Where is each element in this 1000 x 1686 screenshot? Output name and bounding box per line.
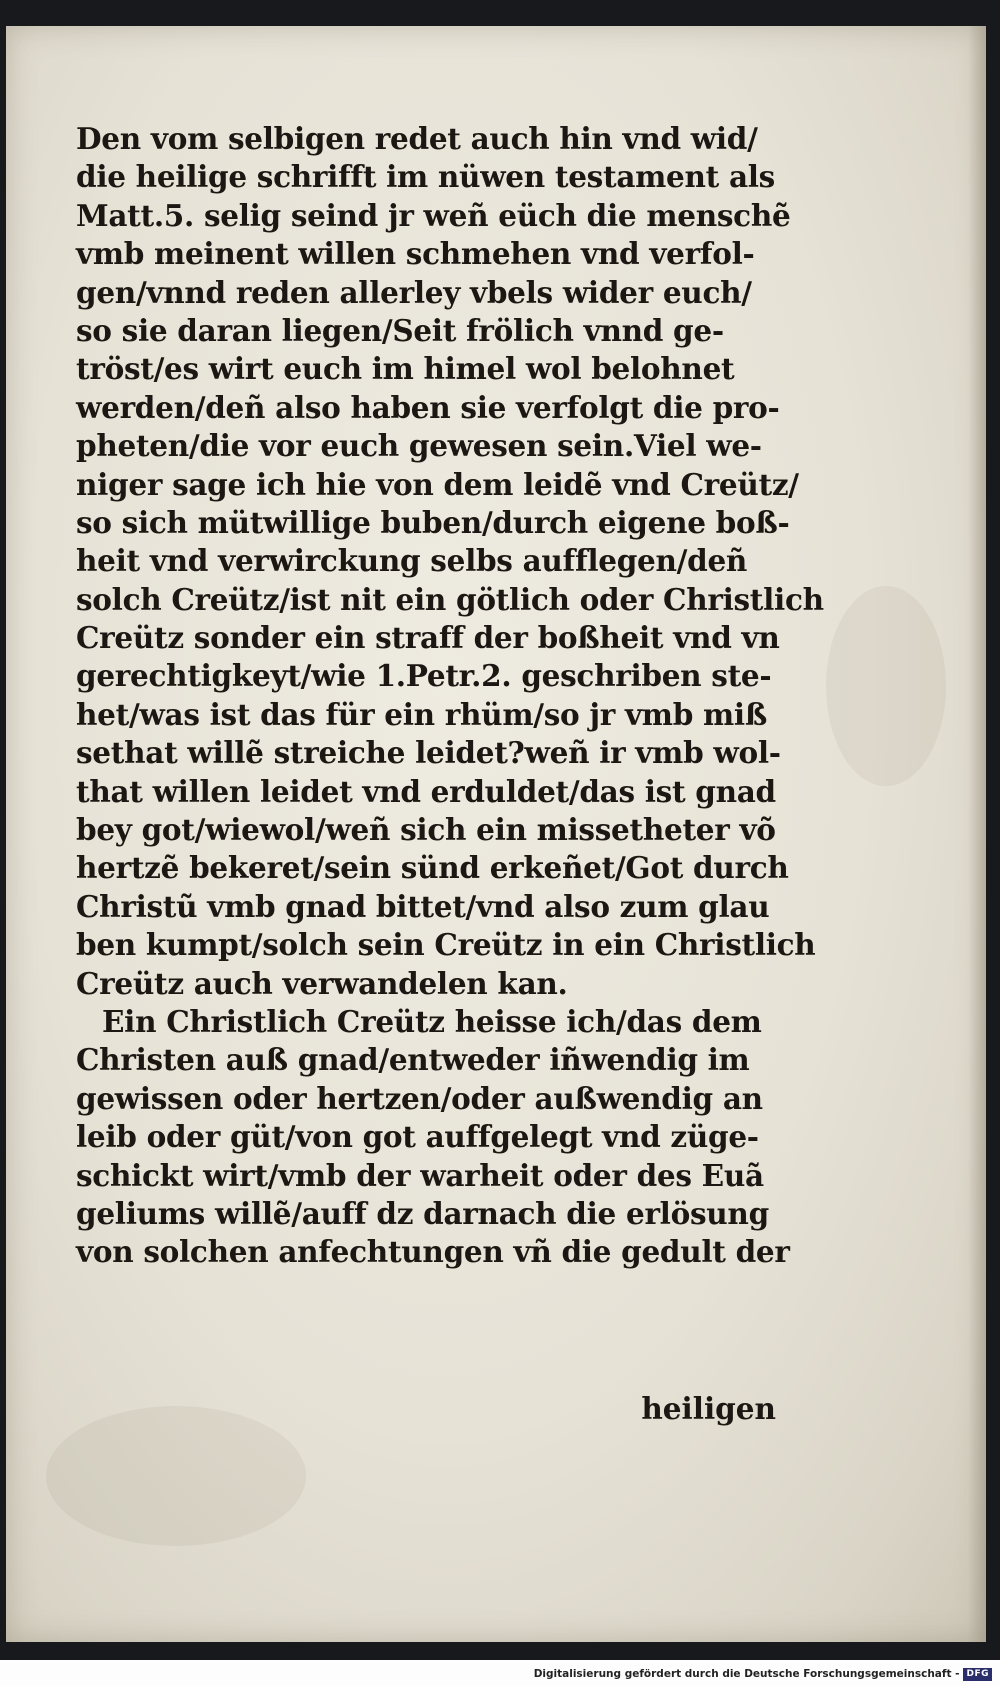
text-line: schickt wirt/vmb der warheit oder des Euã (76, 1157, 764, 1193)
text-line: Creütz auch verwandelen kan. (76, 965, 568, 1001)
paragraph-start-line: Ein Christlich Creütz heisse ich/das dem (102, 1003, 762, 1039)
text-line: die heilige schrifft im nüwen testament als (76, 159, 775, 195)
text-line: Den vom selbigen redet auch hin vnd wid/ (76, 121, 758, 156)
text-line: vmb meinent willen schmehen vnd verfol- (76, 236, 755, 272)
text-line: leib oder güt/von got auffgelegt vnd züge- (76, 1119, 759, 1155)
digitization-footer (0, 1663, 1000, 1685)
text-line: so sich mütwillige buben/durch eigene boß- (76, 504, 790, 540)
text-line: gerechtigkeyt/wie 1.Petr.2. geschriben ste- (76, 658, 772, 694)
text-line: ben kumpt/solch sein Creütz in ein Christlich (76, 927, 816, 963)
text-line: so sie daran liegen/Seit frölich vnnd ge- (76, 312, 724, 348)
text-line: gewissen oder hertzen/oder außwendig an (76, 1080, 763, 1116)
text-line: hertzẽ bekeret/sein sünd erkeñet/Got durch (76, 850, 789, 886)
catchword: heiligen (641, 1391, 776, 1426)
text-line: het/was ist das für ein rhüm/so jr vmb miß (76, 696, 767, 732)
text-line: tröst/es wirt euch im himel wol belohnet (76, 351, 735, 387)
body-text (76, 120, 824, 1272)
text-line: pheten/die vor euch gewesen sein.Viel we- (76, 428, 762, 464)
text-line: gen/vnnd reden allerley vbels wider euch/ (76, 274, 752, 310)
text-line: werden/deñ also haben sie verfolgt die pro- (76, 389, 780, 425)
dfg-logo: DFG (963, 1668, 992, 1681)
text-line: von solchen anfechtungen vñ die gedult der (76, 1234, 790, 1270)
page-edge-shadow (968, 26, 986, 1642)
paper-stain (826, 586, 946, 786)
funding-credit: Digitalisierung gefördert durch die Deutsche Forschungsgemeinschaft - (533, 1668, 960, 1680)
text-line: Creütz sonder ein straff der boßheit vnd vn (76, 620, 780, 656)
paper-stain (46, 1406, 306, 1546)
text-line: geliums willẽ/auff dz darnach die erlösung (76, 1195, 769, 1231)
text-line: bey got/wiewol/weñ sich ein missetheter võ (76, 812, 776, 848)
book-page (6, 26, 986, 1642)
text-line: niger sage ich hie von dem leidẽ vnd Creütz/ (76, 466, 799, 502)
text-line: that willen leidet vnd erduldet/das ist gnad (76, 773, 776, 809)
text-line: solch Creütz/ist nit ein götlich oder Christlich (76, 581, 824, 617)
text-line: Matt.5. selig seind jr weñ eüch die menschẽ (76, 197, 791, 233)
text-line: Christũ vmb gnad bittet/vnd also zum glau (76, 888, 770, 924)
text-line: heit vnd verwirckung selbs aufflegen/deñ (76, 543, 748, 579)
text-line: Christen auß gnad/entweder iñwendig im (76, 1042, 750, 1078)
text-line: sethat willẽ streiche leidet?weñ ir vmb wol- (76, 735, 781, 771)
